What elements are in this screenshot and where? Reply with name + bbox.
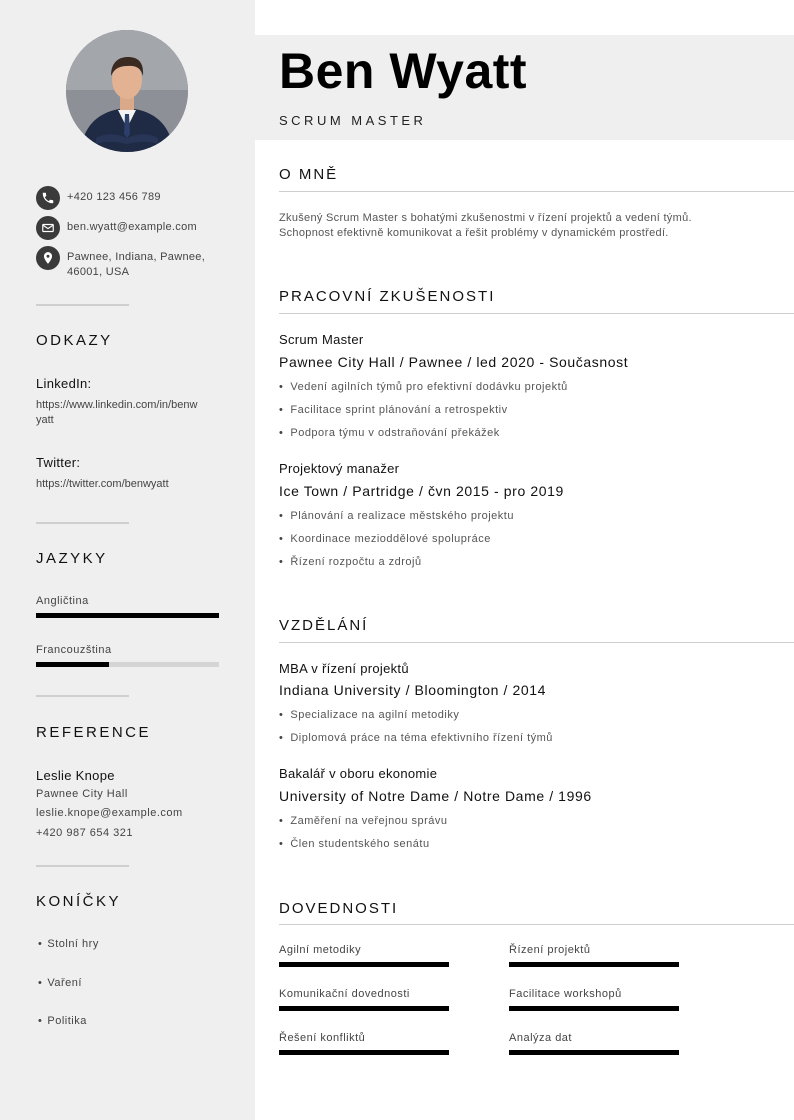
language-level-fill: [36, 613, 219, 618]
hobby-item: • Politika: [38, 1015, 87, 1027]
location-pin-icon: [36, 246, 60, 270]
section-divider: [279, 924, 794, 925]
reference-phone: +420 987 654 321: [36, 827, 134, 839]
education-heading: VZDĚLÁNÍ: [279, 617, 369, 634]
hobbies-heading: KONÍČKY: [36, 893, 122, 910]
skill-name: Řízení projektů: [509, 944, 591, 956]
job-title: Projektový manažer: [279, 461, 400, 476]
skill-level-bar: [509, 962, 679, 967]
person-photo-icon: [66, 30, 188, 152]
hobby-item: • Stolní hry: [38, 938, 99, 950]
skill-name: Řešení konfliktů: [279, 1032, 366, 1044]
education-bullet: • Člen studentského senátu: [279, 838, 430, 850]
skill-level-bar: [279, 1050, 449, 1055]
job-bullet: • Vedení agilních týmů pro efektivní dodávku projektů: [279, 381, 568, 393]
address-line-1: Pawnee, Indiana, Pawnee,: [67, 251, 206, 263]
job-bullet: • Koordinace mezioddělové spolupráce: [279, 533, 491, 545]
linkedin-url[interactable]: [36, 398, 221, 428]
linkedin-label: LinkedIn:: [36, 376, 92, 391]
contact-email: ben.wyatt@example.com: [67, 221, 197, 233]
sidebar-divider: [36, 304, 129, 306]
linkedin-url-line-2[interactable]: yatt: [36, 414, 54, 426]
contact-email-row: [36, 216, 236, 240]
skill-level-bar: [509, 1050, 679, 1055]
address-line-2: 46001, USA: [67, 266, 130, 278]
section-divider: [279, 642, 794, 643]
language-name: Francouzština: [36, 644, 112, 656]
contact-phone: +420 123 456 789: [67, 191, 161, 203]
reference-email[interactable]: leslie.knope@example.com: [36, 807, 183, 819]
links-heading: ODKAZY: [36, 332, 113, 349]
languages-heading: JAZYKY: [36, 550, 108, 567]
section-divider: [279, 191, 794, 192]
contact-address-row: [36, 246, 236, 280]
sidebar-divider: [36, 865, 129, 867]
education-bullet: • Diplomová práce na téma efektivního řízení týmů: [279, 732, 553, 744]
reference-name: Leslie Knope: [36, 768, 115, 783]
contact-block: [36, 186, 236, 286]
language-level-bar: [36, 662, 219, 667]
skill-name: Agilní metodiky: [279, 944, 362, 956]
phone-icon: [36, 186, 60, 210]
education-subtitle: Indiana University / Bloomington / 2014: [279, 682, 546, 698]
education-title: Bakalář v oboru ekonomie: [279, 766, 438, 781]
sidebar: [0, 0, 255, 1120]
sidebar-divider: [36, 695, 129, 697]
section-divider: [279, 313, 794, 314]
about-line-2: Schopnost efektivně komunikovat a řešit problémy v dynamickém prostředí.: [279, 227, 669, 239]
about-line-1: Zkušený Scrum Master s bohatými zkušenostmi v řízení projektů a vedení týmů.: [279, 212, 692, 224]
language-level-bar: [36, 613, 219, 618]
twitter-url[interactable]: https://twitter.com/benwyatt: [36, 478, 169, 490]
hobby-item: • Vaření: [38, 977, 82, 989]
job-title: Scrum Master: [279, 332, 364, 347]
education-bullet: • Specializace na agilní metodiky: [279, 709, 459, 721]
skill-name: Facilitace workshopů: [509, 988, 622, 1000]
skills-heading: DOVEDNOSTI: [279, 900, 399, 917]
job-bullet: • Plánování a realizace městského projektu: [279, 510, 514, 522]
avatar: [66, 30, 188, 152]
reference-company: Pawnee City Hall: [36, 788, 128, 800]
education-subtitle: University of Notre Dame / Notre Dame / 1996: [279, 788, 592, 804]
job-bullet: • Facilitace sprint plánování a retrospektiv: [279, 404, 508, 416]
education-bullet: • Zaměření na veřejnou správu: [279, 815, 448, 827]
language-name: Angličtina: [36, 595, 89, 607]
contact-address: [67, 246, 205, 280]
person-name: Ben Wyatt: [279, 43, 528, 99]
skill-level-bar: [509, 1006, 679, 1011]
education-title: MBA v řízení projektů: [279, 661, 409, 676]
skill-name: Analýza dat: [509, 1032, 572, 1044]
skill-level-bar: [279, 962, 449, 967]
job-bullet: • Řízení rozpočtu a zdrojů: [279, 556, 422, 568]
about-text: [279, 211, 779, 241]
person-role: SCRUM MASTER: [279, 113, 427, 128]
job-subtitle: Pawnee City Hall / Pawnee / led 2020 - Současnost: [279, 354, 629, 370]
contact-phone-row: [36, 186, 236, 210]
language-level-fill: [36, 662, 109, 667]
skill-name: Komunikační dovednosti: [279, 988, 410, 1000]
about-heading: O MNĚ: [279, 166, 339, 183]
job-bullet: • Podpora týmu v odstraňování překážek: [279, 427, 500, 439]
job-subtitle: Ice Town / Partridge / čvn 2015 - pro 2019: [279, 483, 564, 499]
linkedin-url-line-1[interactable]: https://www.linkedin.com/in/benw: [36, 399, 198, 411]
mail-icon: [36, 216, 60, 240]
reference-heading: REFERENCE: [36, 724, 152, 741]
experience-heading: PRACOVNÍ ZKUŠENOSTI: [279, 288, 496, 305]
skill-level-bar: [279, 1006, 449, 1011]
sidebar-divider: [36, 522, 129, 524]
twitter-label: Twitter:: [36, 455, 81, 470]
